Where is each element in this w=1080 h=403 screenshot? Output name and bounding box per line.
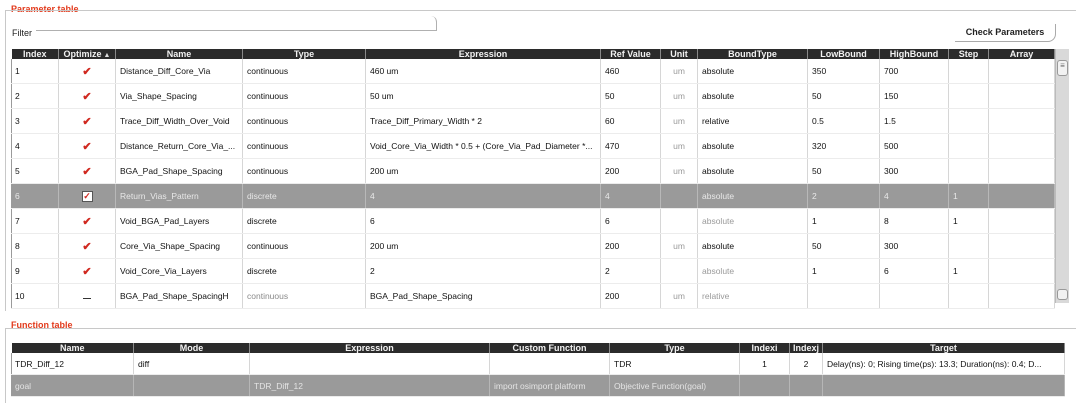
- cell-type: continuous: [243, 134, 366, 159]
- parameter-row[interactable]: [12, 234, 1055, 259]
- cell-index: 3: [12, 109, 59, 134]
- parameter-row[interactable]: [12, 84, 1055, 109]
- cell-name: Via_Shape_Spacing: [116, 84, 243, 109]
- cell-array[interactable]: [989, 59, 1055, 84]
- cell-expression[interactable]: Trace_Diff_Primary_Width * 2: [366, 109, 601, 134]
- cell-ref-value: 470: [601, 134, 661, 159]
- cell-name: Return_Vias_Pattern: [116, 184, 243, 209]
- fcell-name: goal: [12, 375, 134, 397]
- col-low-bound[interactable]: LowBound: [808, 49, 880, 59]
- cell-index: 9: [12, 259, 59, 284]
- cell-ref-value: 2: [601, 259, 661, 284]
- cell-step[interactable]: [949, 134, 989, 159]
- parameter-row[interactable]: [12, 159, 1055, 184]
- cell-array[interactable]: [989, 284, 1055, 309]
- cell-step[interactable]: [949, 109, 989, 134]
- function-row[interactable]: [12, 353, 1065, 375]
- parameter-row[interactable]: [12, 209, 1055, 234]
- fcell-target[interactable]: [823, 375, 1065, 397]
- col-type[interactable]: Type: [243, 49, 366, 59]
- col-high-bound[interactable]: HighBound: [880, 49, 949, 59]
- cell-expression[interactable]: BGA_Pad_Shape_Spacing: [366, 284, 601, 309]
- cell-index: 1: [12, 59, 59, 84]
- optimize-checkbox[interactable]: [59, 234, 116, 259]
- fcell-indexi[interactable]: 1: [740, 353, 790, 375]
- col-expression[interactable]: Expression: [366, 49, 601, 59]
- cell-high-bound[interactable]: 4: [880, 184, 949, 209]
- fcol-type[interactable]: Type: [610, 343, 740, 353]
- cell-name: Distance_Diff_Core_Via: [116, 59, 243, 84]
- fcell-name: TDR_Diff_12: [12, 353, 134, 375]
- cell-low-bound[interactable]: 50: [808, 84, 880, 109]
- cell-expression[interactable]: 200 um: [366, 234, 601, 259]
- cell-name: Void_BGA_Pad_Layers: [116, 209, 243, 234]
- cell-bound-type[interactable]: absolute: [698, 259, 808, 284]
- optimize-checkbox[interactable]: [59, 109, 116, 134]
- cell-bound-type[interactable]: absolute: [698, 84, 808, 109]
- cell-low-bound[interactable]: 320: [808, 134, 880, 159]
- cell-unit: um: [661, 234, 698, 259]
- cell-low-bound[interactable]: 1: [808, 259, 880, 284]
- cell-type: continuous: [243, 84, 366, 109]
- cell-type: discrete: [243, 184, 366, 209]
- parameter-row[interactable]: [12, 259, 1055, 284]
- fcol-custom-function[interactable]: Custom Function: [490, 343, 610, 353]
- cell-step[interactable]: 1: [949, 259, 989, 284]
- optimize-checkbox[interactable]: [59, 159, 116, 184]
- cell-index: 6: [12, 184, 59, 209]
- scrollbar-grip-icon: ≡: [1060, 61, 1065, 70]
- cell-bound-type[interactable]: absolute: [698, 159, 808, 184]
- cell-expression[interactable]: 200 um: [366, 159, 601, 184]
- cell-high-bound[interactable]: 700: [880, 59, 949, 84]
- fcol-indexj[interactable]: Indexj: [790, 343, 823, 353]
- optimize-checkbox[interactable]: [59, 59, 116, 84]
- cell-type: continuous: [243, 284, 366, 309]
- col-optimize-label: Optimize: [63, 49, 102, 59]
- checkmark-icon: ✔: [82, 115, 92, 128]
- filter-input[interactable]: [36, 16, 437, 31]
- col-ref-value[interactable]: Ref Value: [601, 49, 661, 59]
- check-parameters-button[interactable]: Check Parameters: [955, 24, 1056, 42]
- col-optimize[interactable]: [59, 49, 116, 59]
- cell-unit: [661, 184, 698, 209]
- cell-type: continuous: [243, 234, 366, 259]
- cell-step[interactable]: 1: [949, 184, 989, 209]
- cell-step[interactable]: [949, 84, 989, 109]
- optimize-checkbox[interactable]: [59, 284, 116, 309]
- col-bound-type[interactable]: BoundType: [698, 49, 808, 59]
- col-name[interactable]: Name: [116, 49, 243, 59]
- cell-low-bound[interactable]: 2: [808, 184, 880, 209]
- cell-type: continuous: [243, 159, 366, 184]
- cell-low-bound[interactable]: [808, 284, 880, 309]
- checkmark-icon: ✔: [82, 65, 92, 78]
- cell-high-bound[interactable]: 300: [880, 234, 949, 259]
- cell-unit: um: [661, 59, 698, 84]
- cell-bound-type[interactable]: absolute: [698, 184, 808, 209]
- cell-index: 8: [12, 234, 59, 259]
- cell-name: Trace_Diff_Width_Over_Void: [116, 109, 243, 134]
- fcell-mode[interactable]: diff: [134, 353, 250, 375]
- optimize-checkbox[interactable]: [59, 134, 116, 159]
- cell-high-bound[interactable]: 150: [880, 84, 949, 109]
- parameter-table: [11, 49, 1055, 309]
- cell-unit: [661, 209, 698, 234]
- checkmark-icon: ✔: [82, 165, 92, 178]
- cell-step[interactable]: [949, 284, 989, 309]
- col-unit[interactable]: Unit: [661, 49, 698, 59]
- cell-type: discrete: [243, 209, 366, 234]
- fcol-target[interactable]: Target: [823, 343, 1065, 353]
- cell-array[interactable]: [989, 109, 1055, 134]
- sort-ascending-icon: ▲: [103, 52, 111, 59]
- fcol-mode[interactable]: Mode: [134, 343, 250, 353]
- cell-array[interactable]: [989, 234, 1055, 259]
- cell-step[interactable]: [949, 234, 989, 259]
- cell-high-bound[interactable]: 8: [880, 209, 949, 234]
- fcell-expression[interactable]: [250, 353, 490, 375]
- cell-bound-type[interactable]: relative: [698, 284, 808, 309]
- parameter-table-title: Parameter table: [11, 4, 79, 14]
- col-array[interactable]: Array: [989, 49, 1055, 59]
- parameter-table-scrollbar[interactable]: [1055, 49, 1069, 303]
- dash-icon: [83, 298, 91, 299]
- cell-expression[interactable]: 6: [366, 209, 601, 234]
- cell-index: 10: [12, 284, 59, 309]
- fcell-indexj[interactable]: 2: [790, 353, 823, 375]
- cell-ref-value: 6: [601, 209, 661, 234]
- fcell-expression[interactable]: TDR_Diff_12: [250, 375, 490, 397]
- cell-name: BGA_Pad_Shape_SpacingH: [116, 284, 243, 309]
- fcell-type[interactable]: TDR: [610, 353, 740, 375]
- function-row[interactable]: [12, 375, 1065, 397]
- cell-high-bound[interactable]: [880, 284, 949, 309]
- fcol-name[interactable]: Name: [12, 343, 134, 353]
- cell-index: 2: [12, 84, 59, 109]
- cell-step[interactable]: [949, 59, 989, 84]
- checkmark-icon: ✔: [82, 140, 92, 153]
- checkmark-icon: ✔: [82, 90, 92, 103]
- cell-ref-value: 50: [601, 84, 661, 109]
- cell-high-bound[interactable]: 1.5: [880, 109, 949, 134]
- cell-step[interactable]: [949, 159, 989, 184]
- cell-unit: um: [661, 109, 698, 134]
- cell-unit: um: [661, 84, 698, 109]
- cell-bound-type[interactable]: absolute: [698, 59, 808, 84]
- cell-bound-type[interactable]: absolute: [698, 209, 808, 234]
- fcol-indexi[interactable]: Indexi: [740, 343, 790, 353]
- cell-expression[interactable]: Void_Core_Via_Width * 0.5 + (Core_Via_Pad_Diameter *...: [366, 134, 601, 159]
- cell-type: discrete: [243, 259, 366, 284]
- cell-low-bound[interactable]: 50: [808, 159, 880, 184]
- cell-expression[interactable]: 2: [366, 259, 601, 284]
- cell-high-bound[interactable]: 300: [880, 159, 949, 184]
- cell-ref-value: 200: [601, 284, 661, 309]
- col-step[interactable]: Step: [949, 49, 989, 59]
- function-table-title: Function table: [11, 320, 73, 330]
- cell-unit: [661, 259, 698, 284]
- optimize-checkbox[interactable]: [59, 259, 116, 284]
- cell-unit: um: [661, 159, 698, 184]
- parameter-row[interactable]: [12, 284, 1055, 309]
- cell-array[interactable]: [989, 159, 1055, 184]
- checkmark-icon: ✔: [82, 265, 92, 278]
- fcell-custom-function[interactable]: import osimport platform: [490, 375, 610, 397]
- fcell-type[interactable]: Objective Function(goal): [610, 375, 740, 397]
- cell-array[interactable]: [989, 184, 1055, 209]
- cell-name: Distance_Return_Core_Via_...: [116, 134, 243, 159]
- fcol-expression[interactable]: Expression: [250, 343, 490, 353]
- checked-box-icon: ✓: [83, 190, 91, 201]
- cell-array[interactable]: [989, 259, 1055, 284]
- cell-high-bound[interactable]: 6: [880, 259, 949, 284]
- fcell-indexj[interactable]: [790, 375, 823, 397]
- parameter-table-header: [12, 49, 1055, 59]
- cell-array[interactable]: [989, 134, 1055, 159]
- cell-bound-type[interactable]: absolute: [698, 134, 808, 159]
- cell-expression[interactable]: 460 um: [366, 59, 601, 84]
- parameter-row[interactable]: [12, 109, 1055, 134]
- cell-ref-value: 460: [601, 59, 661, 84]
- fcell-mode[interactable]: [134, 375, 250, 397]
- cell-type: continuous: [243, 59, 366, 84]
- cell-expression[interactable]: 4: [366, 184, 601, 209]
- optimize-checkbox[interactable]: [59, 184, 116, 209]
- cell-name: Void_Core_Via_Layers: [116, 259, 243, 284]
- cell-high-bound[interactable]: 500: [880, 134, 949, 159]
- cell-array[interactable]: [989, 209, 1055, 234]
- scrollbar-thumb[interactable]: [1057, 60, 1068, 76]
- optimize-checkbox[interactable]: [59, 209, 116, 234]
- optimize-checkbox[interactable]: [59, 84, 116, 109]
- cell-ref-value: 4: [601, 184, 661, 209]
- cell-low-bound[interactable]: 1: [808, 209, 880, 234]
- cell-ref-value: 200: [601, 159, 661, 184]
- cell-low-bound[interactable]: 0.5: [808, 109, 880, 134]
- cell-index: 7: [12, 209, 59, 234]
- function-table: [11, 343, 1065, 397]
- parameter-row[interactable]: [12, 134, 1055, 159]
- cell-low-bound[interactable]: 50: [808, 234, 880, 259]
- col-index[interactable]: Index: [12, 49, 59, 59]
- filter-label: Filter: [12, 28, 32, 38]
- fcell-custom-function[interactable]: [490, 353, 610, 375]
- function-table-header: [12, 343, 1065, 353]
- cell-array[interactable]: [989, 84, 1055, 109]
- parameter-row[interactable]: [12, 59, 1055, 84]
- cell-index: 4: [12, 134, 59, 159]
- cell-unit: um: [661, 134, 698, 159]
- cell-expression[interactable]: 50 um: [366, 84, 601, 109]
- fcell-indexi[interactable]: [740, 375, 790, 397]
- parameter-row[interactable]: [12, 184, 1055, 209]
- checkmark-icon: ✔: [82, 215, 92, 228]
- cell-name: BGA_Pad_Shape_Spacing: [116, 159, 243, 184]
- cell-name: Core_Via_Shape_Spacing: [116, 234, 243, 259]
- fcell-target[interactable]: Delay(ns): 0; Rising time(ps): 13.3; Duration(ns): 0.4; D...: [823, 353, 1065, 375]
- scrollbar-bottom-handle[interactable]: [1057, 289, 1068, 300]
- cell-step[interactable]: 1: [949, 209, 989, 234]
- cell-bound-type[interactable]: relative: [698, 109, 808, 134]
- cell-bound-type[interactable]: absolute: [698, 234, 808, 259]
- cell-ref-value: 200: [601, 234, 661, 259]
- cell-low-bound[interactable]: 350: [808, 59, 880, 84]
- cell-index: 5: [12, 159, 59, 184]
- cell-unit: um: [661, 284, 698, 309]
- cell-type: continuous: [243, 109, 366, 134]
- checkmark-icon: ✔: [82, 240, 92, 253]
- cell-ref-value: 60: [601, 109, 661, 134]
